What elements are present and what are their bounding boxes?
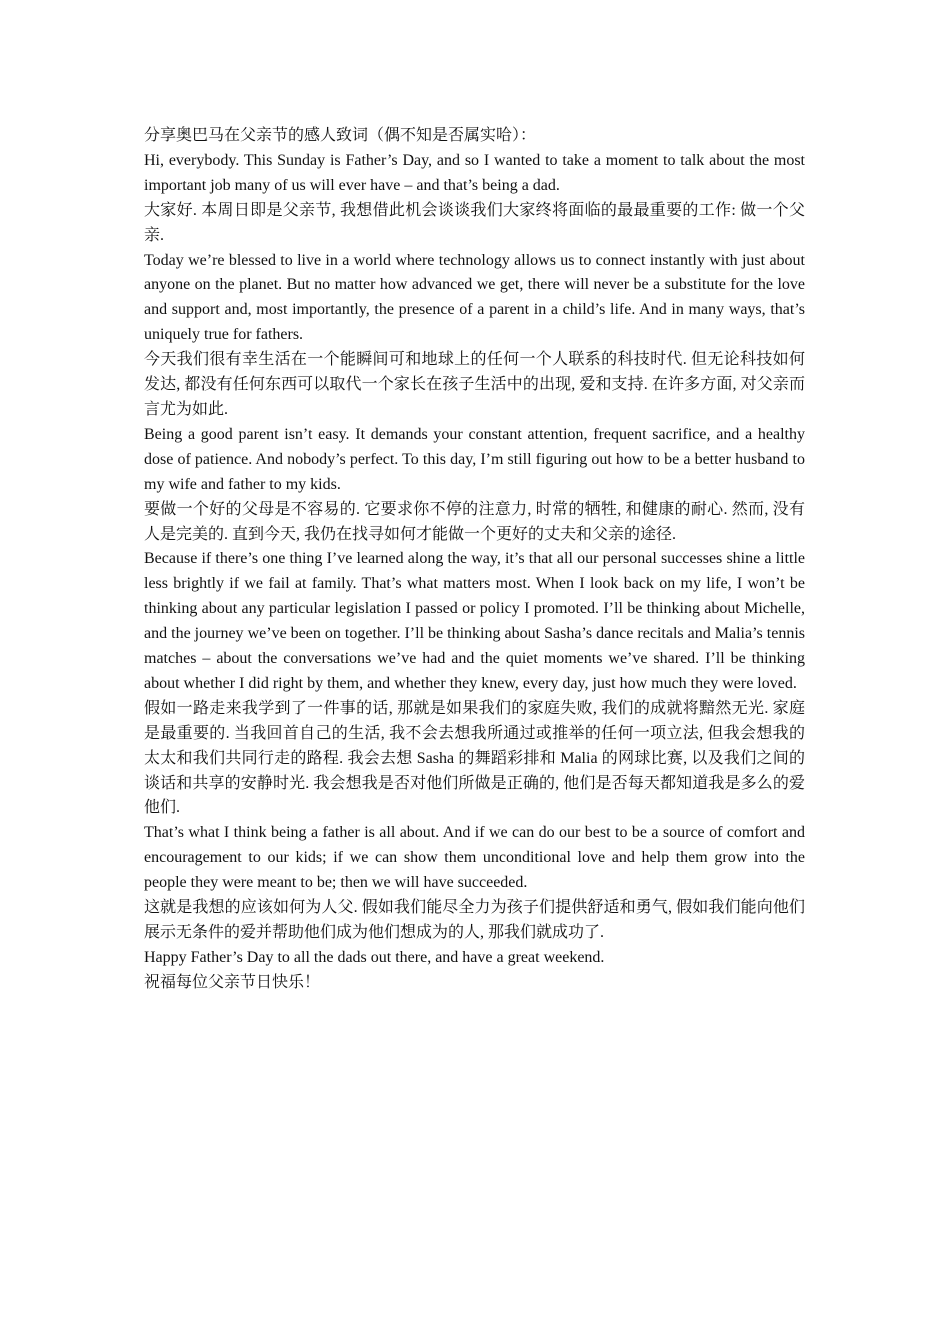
paragraph-en-5: That’s what I think being a father is all about. And if we can do our best to be a source of comfort and encouragement to our kids; if we can show them unconditional love and help them grow into the people they were meant to be; then we will have succeeded.	[144, 824, 805, 892]
paragraph-zh-3: 要做一个好的父母是不容易的. 它要求你不停的注意力, 时常的牺牲, 和健康的耐心. 然而, 没有人是完美的. 直到今天, 我仍在找寻如何才能做一个更好的丈夫和父亲的途径.	[144, 500, 805, 543]
paragraph-zh-1: 大家好. 本周日即是父亲节, 我想借此机会谈谈我们大家终将面临的最最重要的工作: 做一个父亲.	[144, 201, 805, 244]
closing-en: Happy Father’s Day to all the dads out there, and have a great weekend.	[144, 948, 605, 966]
document-page	[144, 124, 805, 996]
paragraph-en-2: Today we’re blessed to live in a world where technology allows us to connect instantly with just about anyone on the planet. But no matter how advanced we get, there will never be a substitute for the love and support and, most importantly, the presence of a parent in a child’s life. And in many ways, that’s uniquely true for fathers.	[144, 251, 805, 344]
paragraph-en-4: Because if there’s one thing I’ve learned along the way, it’s that all our personal successes shine a little less brightly if we fail at family. That’s what matters most. When I look back on my life, I won’t be thinking about any particular legislation I passed or policy I promoted. I’ll be thinking about Michelle, and the journey we’ve been on together. I’ll be thinking about Sasha’s dance recitals and Malia’s tennis matches – about the conversations we’ve had and the quiet moments we’ve shared. I’ll be thinking about whether I did right by them, and whether they knew, every day, just how much they were loved.	[144, 550, 805, 692]
paragraph-en-1: Hi, everybody. This Sunday is Father’s Day, and so I wanted to take a moment to talk about the most important job many of us will ever have – and that’s being a dad.	[144, 151, 805, 194]
paragraph-zh-4: 假如一路走来我学到了一件事的话, 那就是如果我们的家庭失败, 我们的成就将黯然无光. 家庭是最重要的. 当我回首自己的生活, 我不会去想我所通过或推举的任何一项立法, 但我会想我的太太和我们共同行走的路程. 我会去想 Sasha 的舞蹈彩排和 Malia 的网球比赛, 以及我们之间的谈话和共享的安静时光. 我会想我是否对他们所做是正确的, 他们是否每天都知道我是多么的爱他们.	[144, 699, 805, 817]
paragraph-en-3: Being a good parent isn’t easy. It demands your constant attention, frequent sacrifice, and a healthy dose of patience. And nobody’s perfect. To this day, I’m still figuring out how to be a better husband to my wife and father to my kids.	[144, 425, 805, 493]
paragraph-zh-2: 今天我们很有幸生活在一个能瞬间可和地球上的任何一个人联系的科技时代. 但无论科技如何发达, 都没有任何东西可以取代一个家长在孩子生活中的出现, 爱和支持. 在许多方面, 对父亲而言尤为如此.	[144, 351, 805, 418]
paragraph-zh-5: 这就是我想的应该如何为人父. 假如我们能尽全力为孩子们提供舒适和勇气, 假如我们能向他们展示无条件的爱并帮助他们成为他们想成为的人, 那我们就成功了.	[144, 899, 805, 941]
closing-zh: 祝福每位父亲节日快乐！	[144, 973, 321, 991]
intro-line: 分享奥巴马在父亲节的感人致词（偶不知是否属实哈）：	[144, 127, 537, 144]
